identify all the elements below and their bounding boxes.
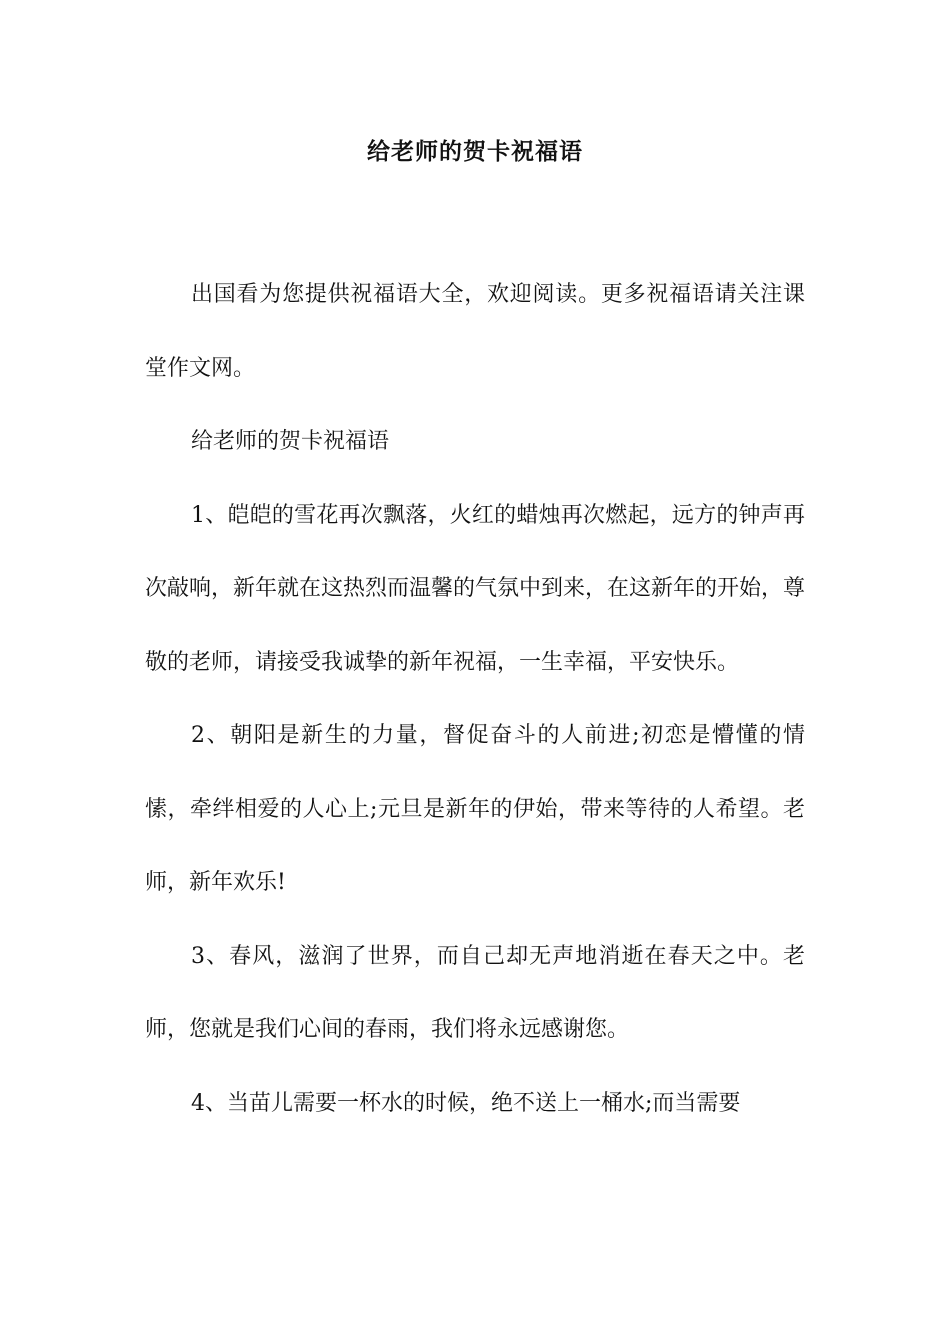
document-title: 给老师的贺卡祝福语 [367,138,583,165]
paragraph-intro: 出国看为您提供祝福语大全，欢迎阅读。更多祝福语请关注课堂作文网。 [145,282,805,381]
paragraph-wish-3: 3、春风，滋润了世界，而自己却无声地消逝在春天之中。老师，您就是我们心间的春雨，我们将永远感谢您。 [145,943,805,1042]
paragraph-wish-2: 2、朝阳是新生的力量，督促奋斗的人前进;初恋是懵懂的情愫，牵绊相爱的人心上;元旦是新年的伊始，带来等待的人希望。老师，新年欢乐! [145,723,805,895]
paragraph-wish-1: 1、皑皑的雪花再次飘落，火红的蜡烛再次燃起，远方的钟声再次敲响，新年就在这热烈而温馨的气氛中到来，在这新年的开始，尊敬的老师，请接受我诚挚的新年祝福，一生幸福，平安快乐。 [145,502,806,675]
paragraph-subtitle: 给老师的贺卡祝福语 [191,429,390,454]
document-body [145,258,805,1140]
paragraph-wish-4: 4、当苗儿需要一杯水的时候，绝不送上一桶水;而当需要 [191,1090,741,1116]
